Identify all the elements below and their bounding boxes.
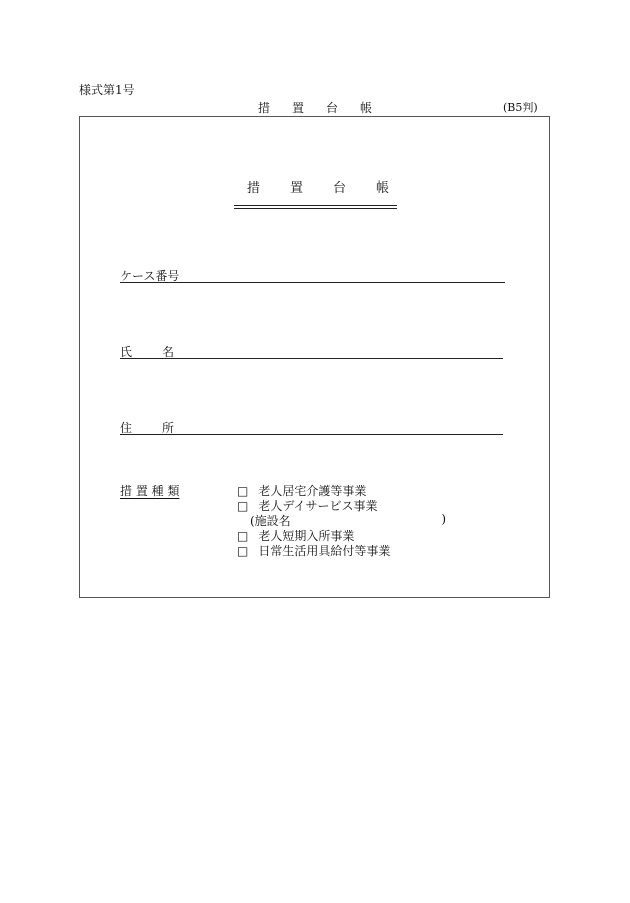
option-label: 老人デイサービス事業 bbox=[258, 499, 378, 513]
form-number-label: 様式第1号 bbox=[79, 83, 135, 97]
checkbox-icon: □ bbox=[237, 499, 249, 513]
case-number-field bbox=[120, 267, 505, 283]
title-double-line-top bbox=[234, 205, 397, 206]
address-label: 住所 bbox=[120, 421, 205, 435]
facility-name-close: ) bbox=[441, 512, 446, 526]
checkbox-icon: □ bbox=[237, 484, 249, 498]
name-label: 氏名 bbox=[120, 345, 205, 359]
facility-name-open: (施設名 bbox=[250, 514, 291, 528]
checkbox-icon: □ bbox=[237, 529, 249, 543]
case-number-label: ケース番号 bbox=[120, 269, 180, 283]
address-field bbox=[120, 419, 503, 435]
option-label: 日常生活用具給付等事業 bbox=[258, 544, 391, 558]
measure-type-label: 措 置 種 類 bbox=[120, 484, 180, 498]
header-title: 措置台帳 bbox=[258, 101, 395, 115]
checkbox-icon: □ bbox=[237, 544, 249, 558]
main-title: 措置台帳 bbox=[247, 181, 420, 196]
option-daily-equipment bbox=[237, 542, 390, 559]
name-field bbox=[120, 343, 503, 359]
option-label: 老人居宅介護等事業 bbox=[258, 484, 367, 498]
option-label: 老人短期入所事業 bbox=[258, 529, 355, 543]
title-double-line-bottom bbox=[234, 208, 397, 209]
paper-size-label: (B5判) bbox=[503, 101, 538, 114]
